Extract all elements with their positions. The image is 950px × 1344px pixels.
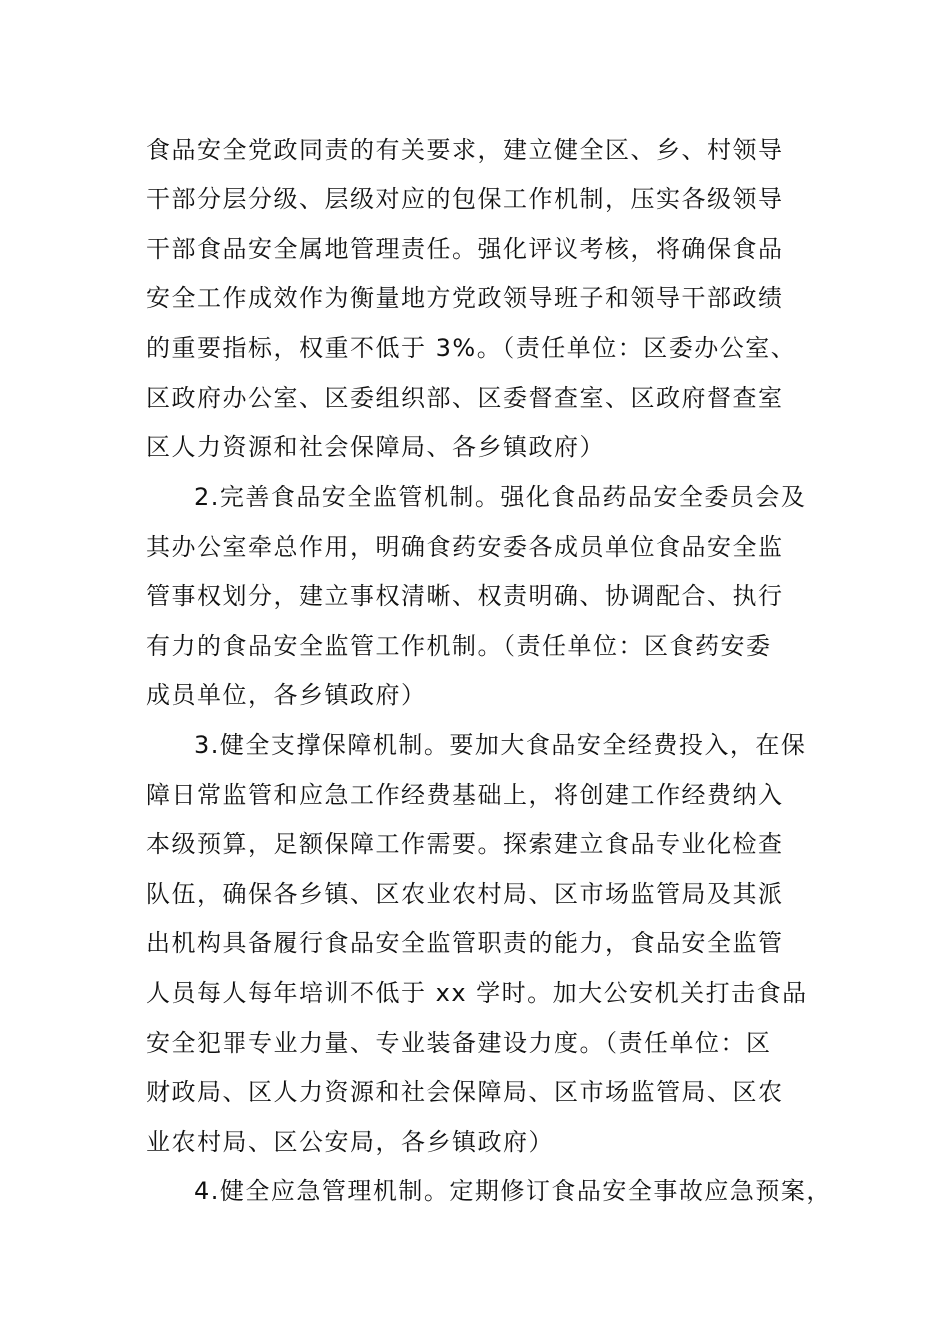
paragraph-start-line: 2.完善食品安全监管机制。强化食品药品安全委员会及 [194, 483, 807, 511]
text-line: 管事权划分，建立事权清晰、权责明确、协调配合、执行 [146, 582, 784, 610]
paragraph-start-line: 4.健全应急管理机制。定期修订食品安全事故应急预案， [194, 1177, 832, 1205]
text-line: 出机构具备履行食品安全监管职责的能力，食品安全监管 [146, 929, 784, 957]
text-line: 安全犯罪专业力量、专业装备建设力度。（责任单位：区 [146, 1029, 772, 1057]
text-line: 本级预算，足额保障工作需要。探索建立食品专业化检查 [146, 830, 784, 858]
text-line: 成员单位，各乡镇政府） [146, 681, 427, 709]
text-line: 食品安全党政同责的有关要求，建立健全区、乡、村领导 [146, 136, 784, 164]
text-line: 干部分层分级、层级对应的包保工作机制，压实各级领导 [146, 185, 784, 213]
paragraph-start-line: 3.健全支撑保障机制。要加大食品安全经费投入，在保 [194, 731, 807, 759]
text-line: 障日常监管和应急工作经费基础上，将创建工作经费纳入 [146, 781, 784, 809]
text-line: 财政局、区人力资源和社会保障局、区市场监管局、区农 [146, 1078, 784, 1106]
text-line: 安全工作成效作为衡量地方党政领导班子和领导干部政绩 [146, 284, 784, 312]
text-line: 区人力资源和社会保障局、各乡镇政府） [146, 433, 605, 461]
text-line: 区政府办公室、区委组织部、区委督查室、区政府督查室 [146, 384, 784, 412]
text-line: 有力的食品安全监管工作机制。（责任单位：区食药安委 [146, 632, 772, 660]
text-line: 人员每人每年培训不低于 xx 学时。加大公安机关打击食品 [146, 979, 808, 1007]
text-line: 干部食品安全属地管理责任。强化评议考核，将确保食品 [146, 235, 784, 263]
text-line: 的重要指标，权重不低于 3%。（责任单位：区委办公室、 [146, 334, 797, 362]
text-line: 其办公室牵总作用，明确食药安委各成员单位食品安全监 [146, 533, 784, 561]
text-line: 队伍，确保各乡镇、区农业农村局、区市场监管局及其派 [146, 880, 784, 908]
text-line: 业农村局、区公安局，各乡镇政府） [146, 1128, 554, 1156]
